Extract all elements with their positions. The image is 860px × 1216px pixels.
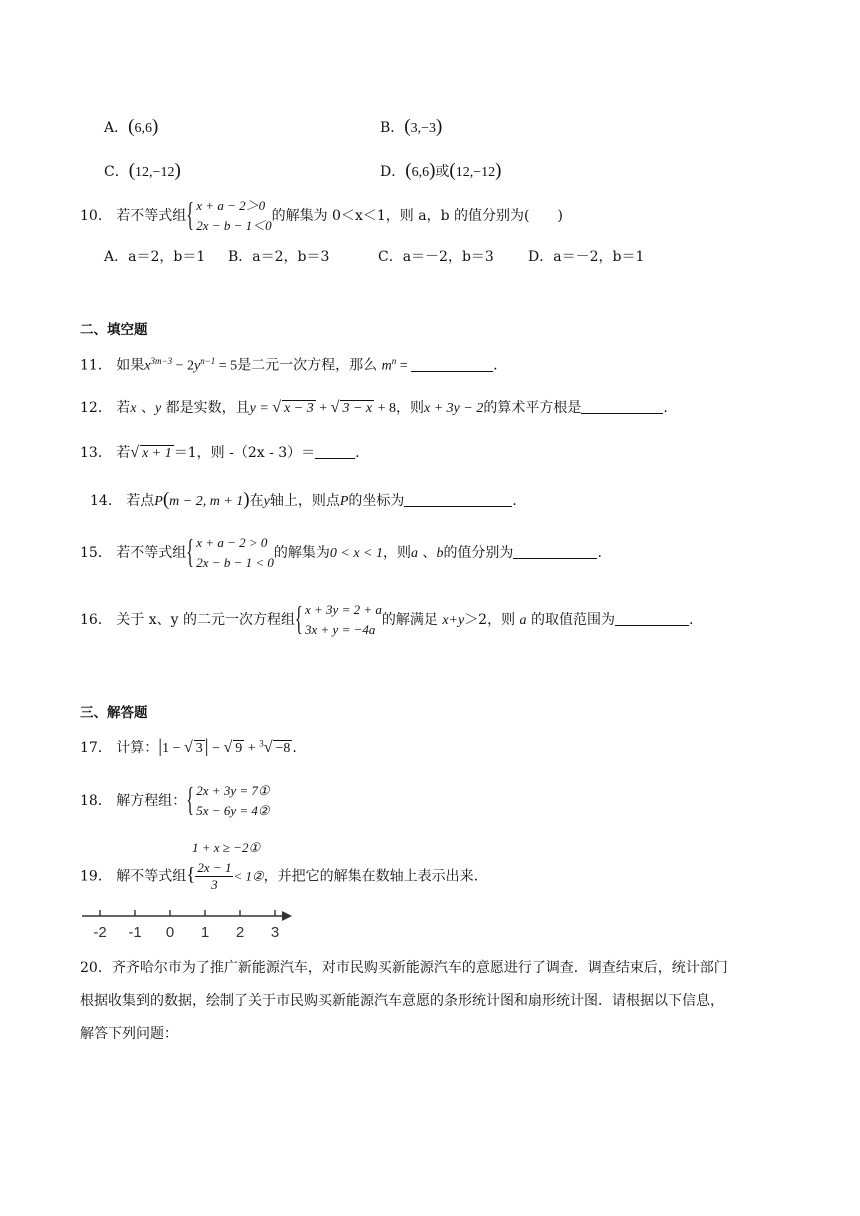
arrow-icon: [282, 911, 292, 921]
abs-bar-icon: |: [158, 736, 163, 757]
option-value: 6,6: [134, 121, 152, 136]
question-number: 19．: [80, 868, 112, 885]
question-number: 18．: [80, 793, 112, 809]
math-text: = 5: [215, 358, 238, 374]
math-var: a: [519, 613, 527, 628]
sqrt-icon: √: [223, 739, 233, 756]
question-text: 如果: [116, 357, 145, 374]
math-var: m: [381, 358, 392, 374]
root-index: 3: [259, 738, 264, 749]
question-text: 的解集为 0＜x＜1，则 a，b 的值分别为( ): [271, 208, 563, 224]
question-text: 解不等式组: [116, 868, 187, 885]
or-text: 或: [435, 164, 450, 180]
equation-system: { 2x + 3y = 7① 5x − 6y = 4②: [186, 781, 269, 821]
answer-blank[interactable]: [581, 401, 663, 414]
inequality-system: { x + a − 2 > 0 2x − b − 1 < 0: [186, 533, 274, 573]
q9-option-b: B．(3,−3): [380, 116, 443, 137]
system-line: 3x + y = −4a: [305, 622, 376, 637]
question-text: ＞2，则: [464, 612, 520, 628]
period: .: [292, 740, 297, 756]
question-11: [80, 356, 498, 375]
question-text: 关于 x、y 的二元一次方程组: [116, 612, 295, 628]
system-line: < 1②: [233, 868, 264, 884]
question-text: ，则: [382, 545, 411, 561]
cube-root-icon: √: [263, 739, 273, 756]
number-line-label: -2: [93, 924, 107, 941]
math-var: y: [263, 494, 270, 509]
system-line: 5x − 6y = 4②: [196, 803, 270, 818]
answer-blank[interactable]: [404, 494, 512, 507]
math-text: −: [208, 741, 224, 756]
math-var: y: [154, 401, 162, 416]
question-16: [80, 600, 693, 640]
radicand: x − 3: [284, 401, 314, 416]
math-text: 1 −: [162, 741, 184, 756]
question-text: 若不等式组: [116, 208, 187, 224]
radicand: 3 − x: [342, 401, 373, 416]
math-var: y: [193, 358, 201, 374]
math-expression: 0 < x < 1: [329, 546, 383, 561]
question-20-line2: 根据收集到的数据，绘制了关于市民购买新能源汽车意愿的条形统计图和扇形统计图．请根据以下信息，: [80, 993, 724, 1009]
question-text: ＝1，则 -（2x - 3）＝: [173, 445, 316, 461]
system-line: x + a − 2 > 0: [196, 535, 268, 550]
math-text: +: [315, 401, 331, 416]
question-text: 的取值范围为: [526, 612, 615, 628]
q10-option-c: C．a＝－2，b＝3: [378, 249, 494, 265]
q10-option-a: A．a＝2，b＝1: [104, 249, 206, 265]
question-text: 若不等式组: [116, 545, 187, 561]
question-text: 的值分别为: [443, 545, 514, 561]
question-text: 轴上，则点: [269, 493, 340, 509]
math-text: + 8: [374, 401, 397, 416]
question-12: [80, 398, 668, 418]
answer-blank[interactable]: [615, 613, 689, 626]
option-label: D．: [380, 164, 406, 180]
radicand: 3: [195, 741, 203, 756]
question-number: 10．: [80, 208, 112, 224]
question-18: [80, 781, 270, 821]
denominator: 3: [211, 877, 218, 892]
system-line: x + 3y = 2 + a: [305, 602, 382, 617]
system-line: x + a − 2＞0: [196, 198, 266, 213]
option-label: C．: [104, 164, 129, 180]
question-text: 是二元一次方程，那么: [237, 357, 378, 374]
q19-line1: [192, 840, 260, 857]
question-text: 的算术平方根是: [483, 400, 582, 416]
period: .: [663, 400, 668, 416]
question-20-line1: 20．齐齐哈尔市为了推广新能源汽车，对市民购买新能源汽车的意愿进行了调查．调查结束后，统计部门: [80, 960, 728, 976]
exponent: n: [391, 356, 397, 366]
period: .: [355, 445, 360, 461]
answer-blank[interactable]: [315, 446, 355, 459]
section-heading-fill-blank: 二、填空题: [80, 322, 148, 338]
math-var: a: [410, 546, 418, 561]
answer-blank[interactable]: [411, 359, 493, 372]
question-text: 解方程组：: [116, 793, 187, 809]
question-text: 的坐标为: [348, 493, 405, 509]
q9-option-a: A．(6,6): [104, 116, 159, 137]
sqrt-icon: √: [272, 399, 282, 416]
sqrt-icon: √: [330, 399, 340, 416]
radicand: 9: [235, 741, 243, 756]
question-number: 15．: [80, 545, 112, 561]
number-line: [80, 906, 300, 946]
q10-option-b: B．a＝2，b＝3: [228, 249, 330, 265]
period: .: [512, 493, 517, 509]
question-14: 14． 若点P(m − 2, m + 1)在y轴上，则点P的坐标为 .: [90, 489, 517, 510]
number-line-label: 2: [235, 924, 245, 941]
question-number: 12．: [80, 400, 112, 416]
answer-blank[interactable]: [513, 546, 597, 559]
system-line: 2x + 3y = 7①: [196, 783, 270, 798]
option-value: 6,6: [411, 165, 430, 180]
math-expression: x + 3y − 2: [424, 401, 484, 416]
brace-icon: {: [186, 864, 196, 886]
question-13: [80, 443, 360, 463]
question-number: 13．: [80, 445, 112, 461]
period: .: [493, 357, 498, 374]
period: .: [597, 545, 602, 561]
question-17: [80, 736, 297, 759]
math-var: P: [154, 494, 163, 509]
system-line: 2x − b − 1＜0: [196, 218, 272, 233]
question-number: 11．: [80, 357, 112, 374]
math-text: y =: [249, 401, 273, 416]
q9-option-c: C．(12,−12): [104, 160, 181, 181]
period: .: [689, 612, 694, 628]
question-text: 都是实数，且: [161, 400, 250, 416]
section-heading-solve: 三、解答题: [80, 705, 148, 721]
radicand: x + 1: [142, 446, 172, 461]
option-value: 12,−12: [455, 165, 496, 180]
number-line-label: 3: [270, 924, 280, 941]
math-expression: x+y: [442, 613, 465, 628]
number-line-label: 0: [165, 924, 175, 941]
math-text: =: [396, 358, 412, 374]
question-text: 的解满足: [381, 612, 443, 628]
question-text: ，则: [396, 400, 425, 416]
equation-system: { x + 3y = 2 + a 3x + y = −4a: [295, 600, 382, 640]
number-line-label: -1: [128, 924, 142, 941]
question-number: 16．: [80, 612, 112, 628]
question-text: 、: [417, 545, 437, 561]
sqrt-icon: √: [184, 739, 193, 756]
question-20-line3: 解答下列问题：: [80, 1026, 178, 1042]
math-text: +: [244, 741, 260, 756]
radicand: −8: [275, 741, 291, 756]
question-19: [80, 860, 478, 893]
question-text: 若: [116, 445, 131, 461]
question-text: 、: [136, 400, 155, 416]
question-text: 的解集为: [273, 545, 330, 561]
math-expression: m − 2, m + 1: [169, 494, 244, 509]
option-label: B．: [380, 120, 405, 136]
numerator: 2x − 1: [197, 860, 232, 875]
abs-bar-icon: |: [204, 736, 209, 757]
system-line: 2x − b − 1 < 0: [196, 555, 274, 570]
question-number: 14．: [90, 493, 122, 509]
question-number: 17．: [80, 740, 112, 756]
sqrt-icon: √: [130, 444, 140, 461]
question-text: 若点: [126, 493, 155, 509]
math-var: b: [436, 546, 444, 561]
q10-option-d: D．a＝－2，b＝1: [528, 249, 645, 265]
fraction: [195, 860, 233, 893]
math-var: x: [144, 358, 151, 374]
option-label: A．: [104, 120, 129, 136]
math-var: x: [130, 401, 137, 416]
math-var: P: [339, 494, 349, 509]
option-value: 12,−12: [135, 165, 175, 180]
math-text: − 2: [172, 358, 194, 374]
option-value: 3,−3: [410, 121, 437, 136]
inequality-system: { x + a − 2＞0 2x − b − 1＜0: [186, 196, 271, 236]
number-line-label: 1: [200, 924, 210, 941]
system-line: 1 + x ≥ −2①: [192, 840, 261, 855]
q9-option-d: D．(6,6)或(12,−12): [380, 160, 502, 181]
question-15: [80, 533, 602, 573]
question-10: [80, 196, 563, 236]
question-text: 在: [249, 493, 264, 509]
exponent: n−1: [200, 356, 216, 366]
exponent: 3m−3: [150, 356, 173, 366]
question-text: 计算：: [116, 740, 159, 756]
question-text: ，并把它的解集在数轴上表示出来.: [263, 868, 479, 885]
question-text: 若: [116, 400, 131, 416]
